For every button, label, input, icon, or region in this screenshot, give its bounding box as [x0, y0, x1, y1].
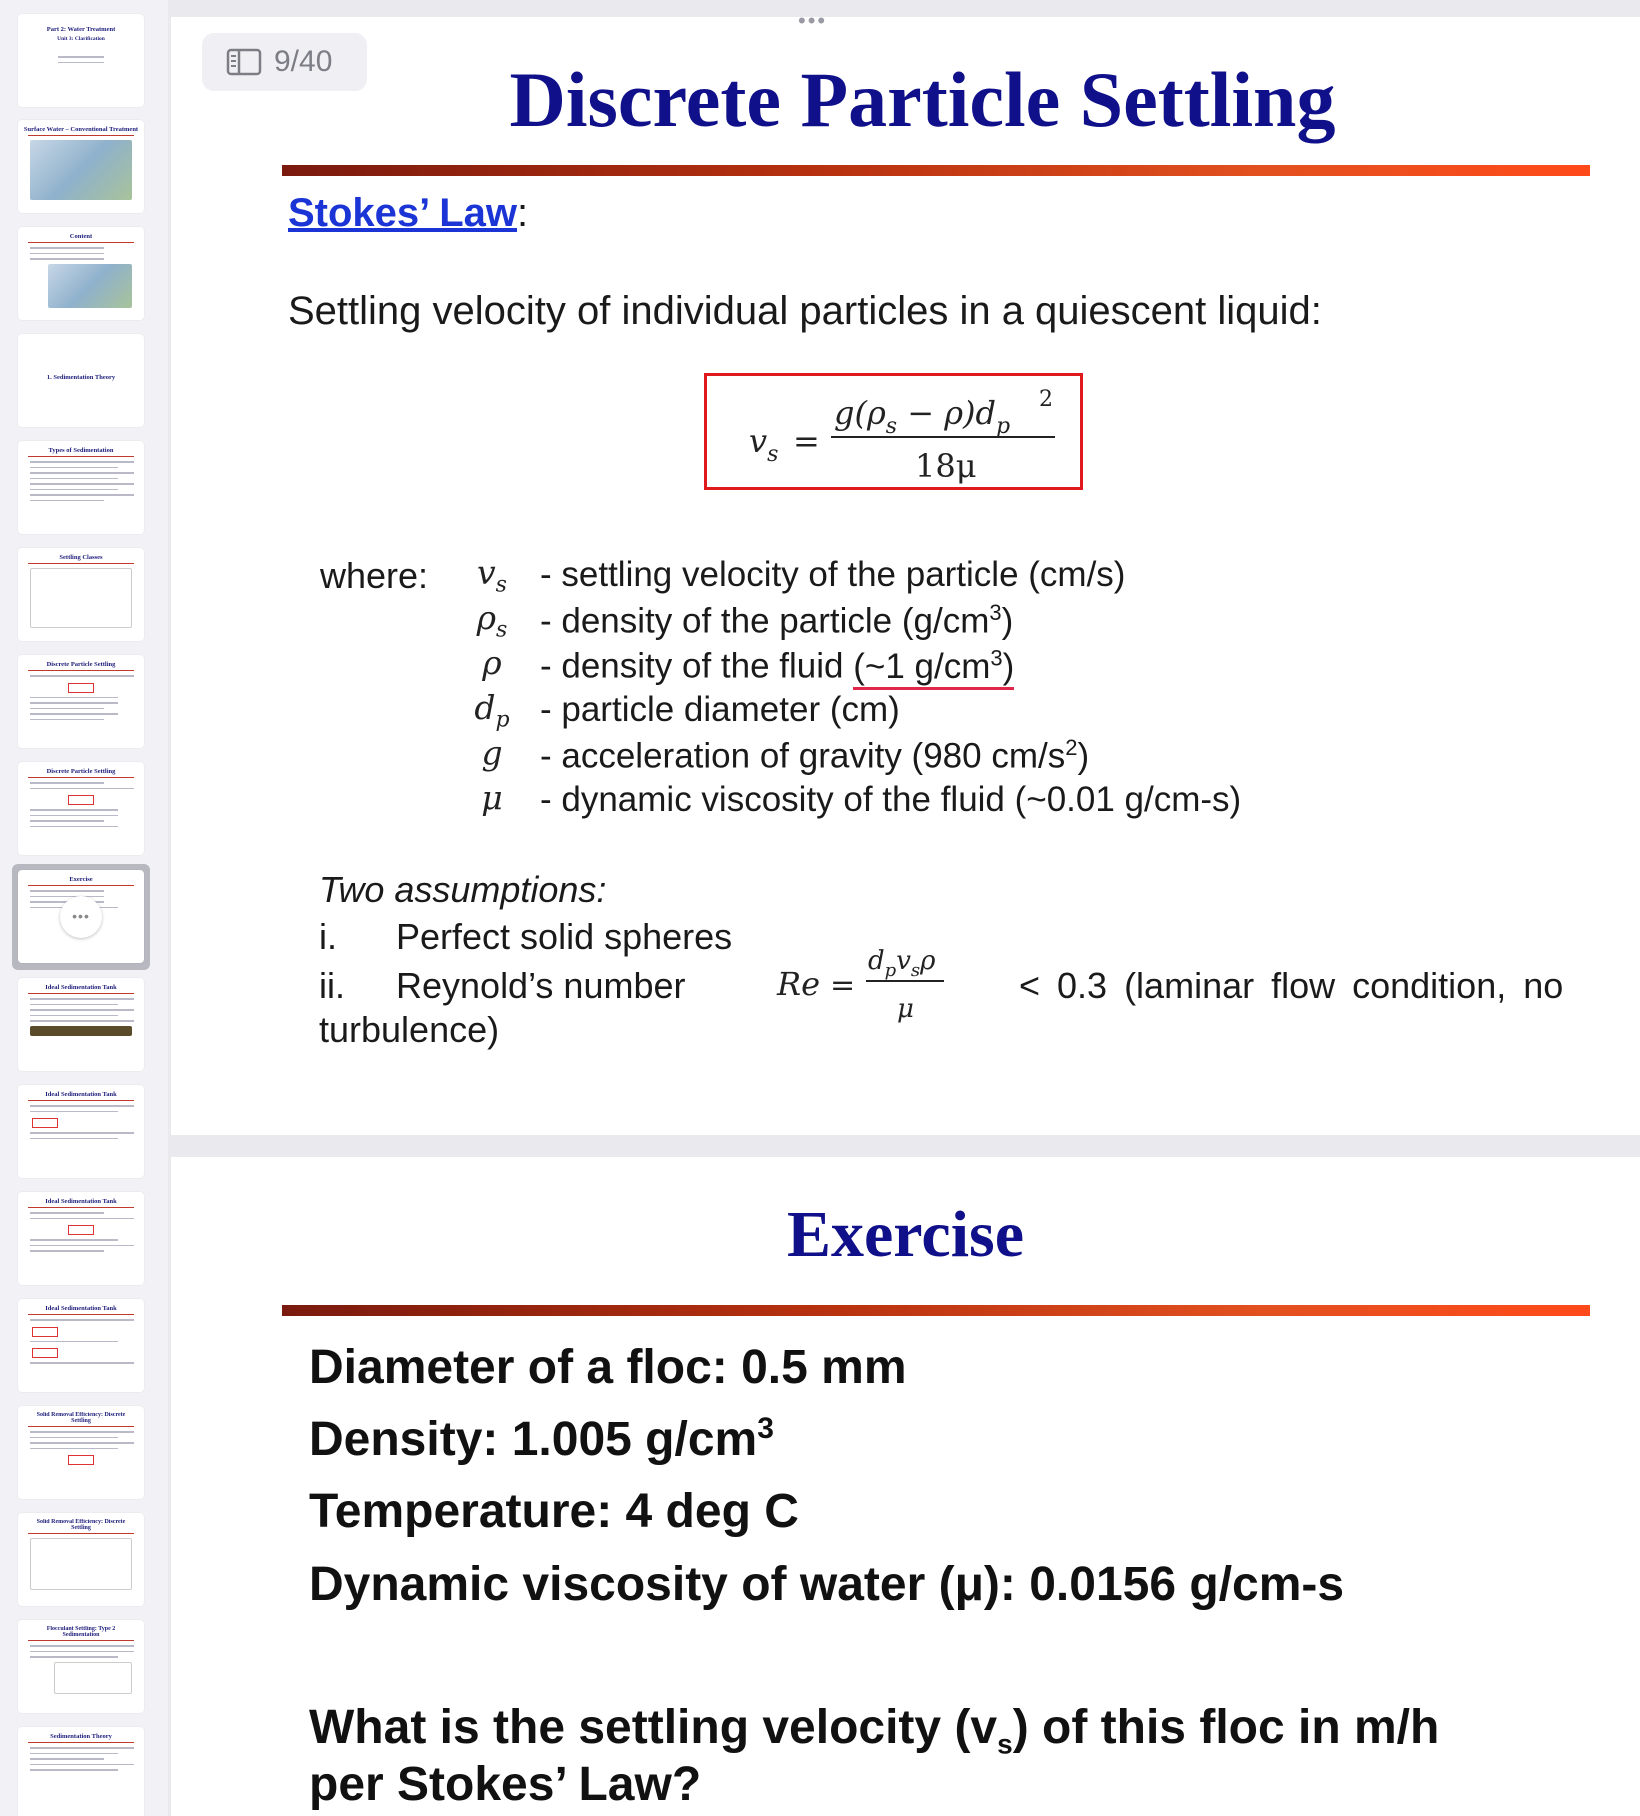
exercise-temperature: Temperature: 4 deg C — [309, 1485, 799, 1538]
thumbnail-subtitle: Unit 3: Clarification — [57, 36, 105, 42]
var-symbol-g: g — [481, 733, 503, 772]
var-desc-rhos: - density of the particle $(g/cm^3)$ — [540, 600, 1014, 641]
thumbnail-title: Settling Classes — [59, 554, 103, 561]
thumbnail-page-10[interactable] — [18, 978, 144, 1071]
thumbnail-title: Ideal Sedimentation Tank — [45, 984, 117, 991]
thumbnail-title: Exercise — [69, 876, 93, 883]
sidebar-panel-icon — [226, 48, 262, 76]
thumbnail-title: Flocculant Settling: Type 2 Sedimentation — [46, 1626, 116, 1638]
thumbnail-title: Sedimentation Theory — [50, 1733, 112, 1740]
slide-page-9 — [171, 17, 1640, 1135]
var-desc-dp: - particle diameter (cm) — [540, 690, 900, 729]
page-indicator-button[interactable] — [202, 33, 367, 91]
thumbnail-page-16[interactable] — [18, 1620, 144, 1713]
stokes-formula — [707, 376, 1080, 487]
thumbnail-page-2[interactable] — [18, 120, 144, 213]
assumption-2-number: ii. — [319, 965, 345, 1006]
re-numerator: $d_pv_s\rho$ — [868, 946, 936, 981]
thumbnail-page-13[interactable] — [18, 1299, 144, 1392]
thumbnail-page-15[interactable] — [18, 1513, 144, 1606]
slide-title: Exercise — [786, 1198, 1025, 1271]
var-desc-g: - acceleration of gravity (980 $cm/s^2$) — [540, 735, 1090, 776]
assumption-1-text: Perfect solid spheres — [396, 916, 733, 957]
stokes-formula-box — [704, 373, 1083, 490]
thumbnail-page-12[interactable] — [18, 1192, 144, 1285]
viewer-more-menu[interactable]: ••• — [798, 8, 828, 33]
thumbnail-page-4[interactable] — [18, 334, 144, 427]
thumbnail-title: Ideal Sedimentation Tank — [45, 1091, 117, 1098]
thumbnail-more-button[interactable]: ••• — [60, 896, 102, 938]
thumbnail-page-8[interactable] — [18, 762, 144, 855]
slide-page-10 — [171, 1157, 1640, 1816]
re-equals: = — [830, 968, 856, 1003]
formula-equals: = — [793, 422, 820, 460]
title-divider — [282, 165, 1590, 176]
var-desc-rho: - density of the fluid (~1 $g/cm^3$) — [540, 645, 1014, 687]
title-divider — [282, 1305, 1590, 1316]
var-symbol-dp: $d_p$ — [474, 688, 510, 733]
exercise-viscosity: Dynamic viscosity of water (μ): 0.0156 g/cm-s — [309, 1558, 1345, 1611]
stokes-law-colon: : — [516, 191, 529, 235]
thumbnail-title: 1. Sedimentation Theory — [46, 374, 116, 381]
thumbnail-title: Types of Sedimentation — [48, 447, 114, 454]
thumbnail-title: Content — [69, 233, 93, 240]
formula-numerator: $g(\rho_s - \rho)d_p$ — [834, 394, 1011, 439]
thumbnail-title: Surface Water – Conventional Treatment — [23, 126, 139, 133]
exercise-density: Density: 1.005 $g/cm^3$ — [309, 1412, 774, 1466]
reynolds-condition-continued: turbulence) — [319, 1009, 500, 1050]
reynolds-formula — [773, 935, 953, 1031]
thumbnail-title: Ideal Sedimentation Tank — [45, 1305, 117, 1312]
thumbnail-title: Solid Removal Efficiency: Discrete Settling — [36, 1519, 126, 1531]
thumbnail-page-17[interactable] — [18, 1727, 144, 1816]
thumbnail-page-1[interactable] — [18, 14, 144, 107]
var-desc-vs: - settling velocity of the particle (cm/s) — [540, 555, 1126, 594]
var-symbol-rhos: $\rho_s$ — [476, 598, 508, 643]
thumbnail-title: Discrete Particle Settling — [46, 768, 116, 775]
assumption-2-text: Reynold’s number — [396, 965, 686, 1006]
exercise-question-line2: per Stokes’ Law? — [309, 1758, 702, 1811]
thumbnail-page-14[interactable] — [18, 1406, 144, 1499]
var-symbol-vs: $v_s$ — [477, 553, 507, 598]
reynolds-condition: < 0.3 (laminar flow condition, no — [1019, 965, 1564, 1006]
thumbnail-title: Solid Removal Efficiency: Discrete Settling — [36, 1412, 126, 1424]
where-label: where: — [320, 555, 429, 596]
thumbnail-sidebar — [0, 0, 168, 1816]
exercise-question: What is the settling velocity $(v_s)$ of this floc in m/h — [309, 1701, 1440, 1760]
slide-title: Discrete Particle Settling — [509, 56, 1336, 143]
assumptions-title: Two assumptions: — [319, 869, 607, 910]
formula-denominator: 18μ — [915, 447, 977, 485]
var-desc-mu: - dynamic viscosity of the fluid (~0.01 g/cm-s) — [540, 780, 1242, 819]
page-indicator-text: 9/40 — [274, 45, 333, 78]
thumbnail-page-3[interactable] — [18, 227, 144, 320]
thumbnail-title: Part 2: Water Treatment — [46, 26, 116, 33]
thumbnail-page-6[interactable] — [18, 548, 144, 641]
thumbnail-title: Ideal Sedimentation Tank — [45, 1198, 117, 1205]
re-denominator: μ — [897, 994, 914, 1024]
thumbnail-title: Discrete Particle Settling — [46, 661, 116, 668]
var-symbol-rho: ρ — [482, 643, 502, 682]
var-symbol-mu: μ — [481, 778, 503, 817]
thumbnail-page-11[interactable] — [18, 1085, 144, 1178]
thumbnail-page-5[interactable] — [18, 441, 144, 534]
fluid-density-highlight: (~1 $g/cm^3$) — [853, 647, 1014, 690]
exercise-diameter: Diameter of a floc: 0.5 mm — [309, 1341, 907, 1394]
assumption-1-number: i. — [319, 916, 337, 957]
formula-exponent: 2 — [1039, 387, 1053, 412]
stokes-law-link[interactable]: Stokes’ Law — [288, 191, 517, 235]
intro-text: Settling velocity of individual particles in a quiescent liquid: — [288, 289, 1322, 333]
re-lhs: Re — [777, 965, 821, 1003]
thumbnail-page-7[interactable] — [18, 655, 144, 748]
formula-lhs: $v_s$ — [749, 422, 779, 467]
stokes-law-heading — [288, 191, 528, 236]
